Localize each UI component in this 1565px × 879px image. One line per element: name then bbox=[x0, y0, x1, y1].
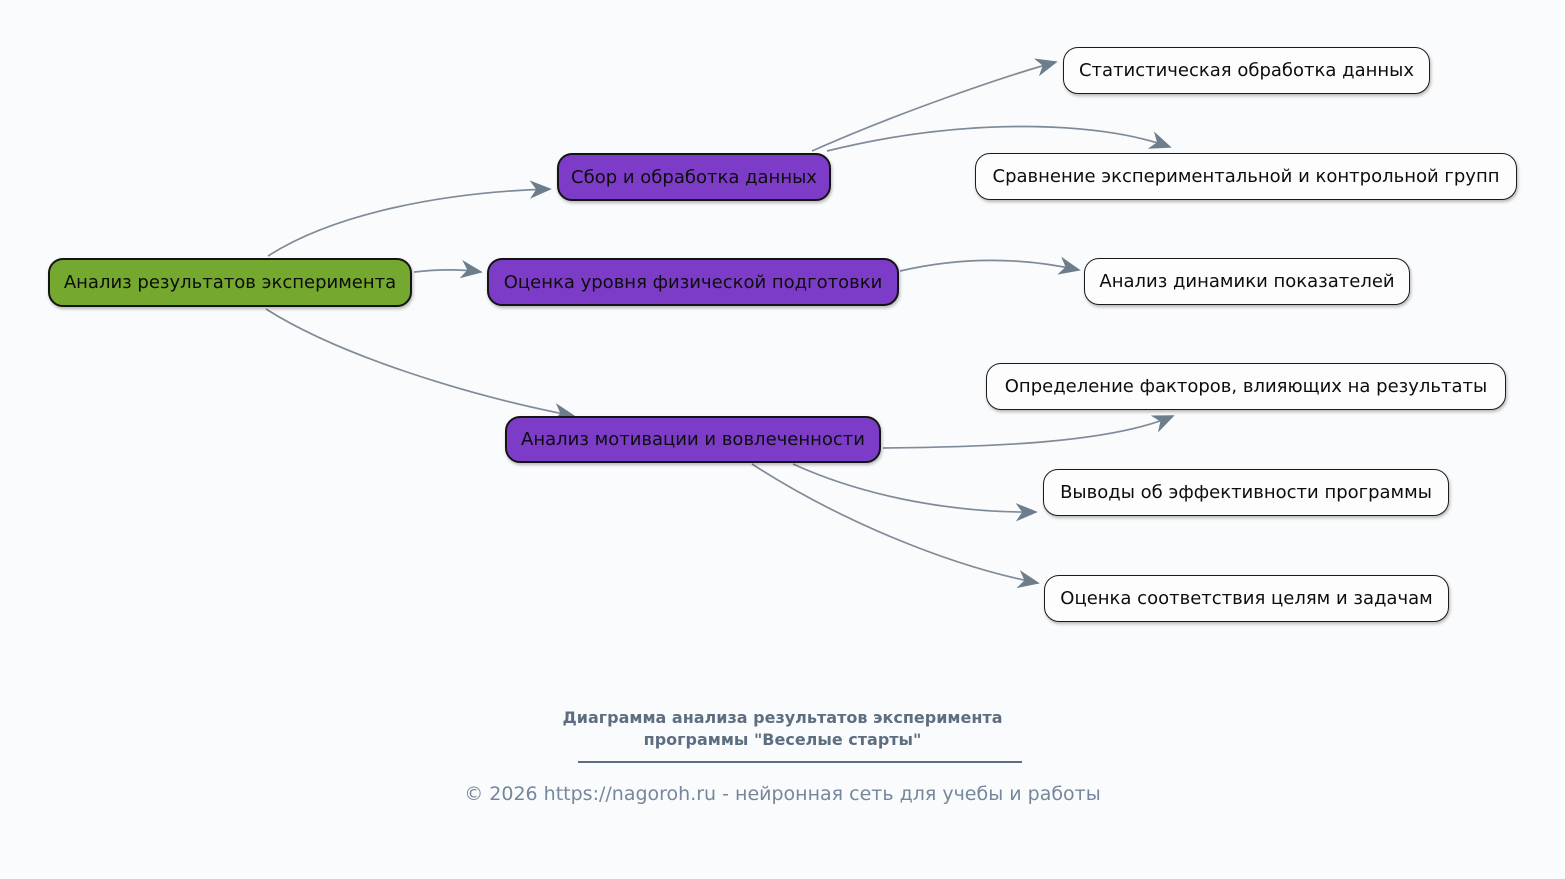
node-factors-determination[interactable]: Определение факторов, влияющих на результаты bbox=[986, 363, 1506, 410]
node-analysis-root[interactable]: Анализ результатов эксперимента bbox=[48, 258, 412, 307]
node-effectiveness-conclusions[interactable]: Выводы об эффективности программы bbox=[1043, 469, 1449, 516]
footer-divider-line bbox=[578, 761, 1022, 763]
edge-motivation-factors bbox=[883, 416, 1173, 448]
diagram-caption-line2: программы "Веселые старты" bbox=[643, 730, 922, 749]
edge-fitness-dynamics bbox=[900, 260, 1079, 271]
node-statistical-processing[interactable]: Статистическая обработка данных bbox=[1063, 47, 1430, 94]
node-motivation-analysis[interactable]: Анализ мотивации и вовлеченности bbox=[505, 416, 881, 463]
diagram-caption-line1: Диаграмма анализа результатов эксперимента bbox=[562, 708, 1003, 727]
node-fitness-assessment[interactable]: Оценка уровня физической подготовки bbox=[487, 258, 899, 306]
edge-collect-compare bbox=[827, 126, 1170, 151]
diagram-caption bbox=[0, 707, 1565, 751]
node-group-comparison[interactable]: Сравнение экспериментальной и контрольной групп bbox=[975, 153, 1517, 200]
edge-root-motivation bbox=[266, 309, 574, 416]
node-data-collection[interactable]: Сбор и обработка данных bbox=[557, 153, 831, 201]
copyright-text: © 2026 https://nagoroh.ru - нейронная сеть для учебы и работы bbox=[464, 783, 1101, 805]
edge-collect-stats bbox=[812, 62, 1056, 151]
edge-motivation-goals bbox=[752, 464, 1038, 583]
node-dynamics-analysis[interactable]: Анализ динамики показателей bbox=[1084, 258, 1410, 305]
edge-root-collect bbox=[268, 189, 550, 256]
node-goals-compliance[interactable]: Оценка соответствия целям и задачам bbox=[1044, 575, 1449, 622]
edge-motivation-conclusions bbox=[793, 464, 1036, 512]
edge-root-fitness bbox=[414, 270, 481, 272]
